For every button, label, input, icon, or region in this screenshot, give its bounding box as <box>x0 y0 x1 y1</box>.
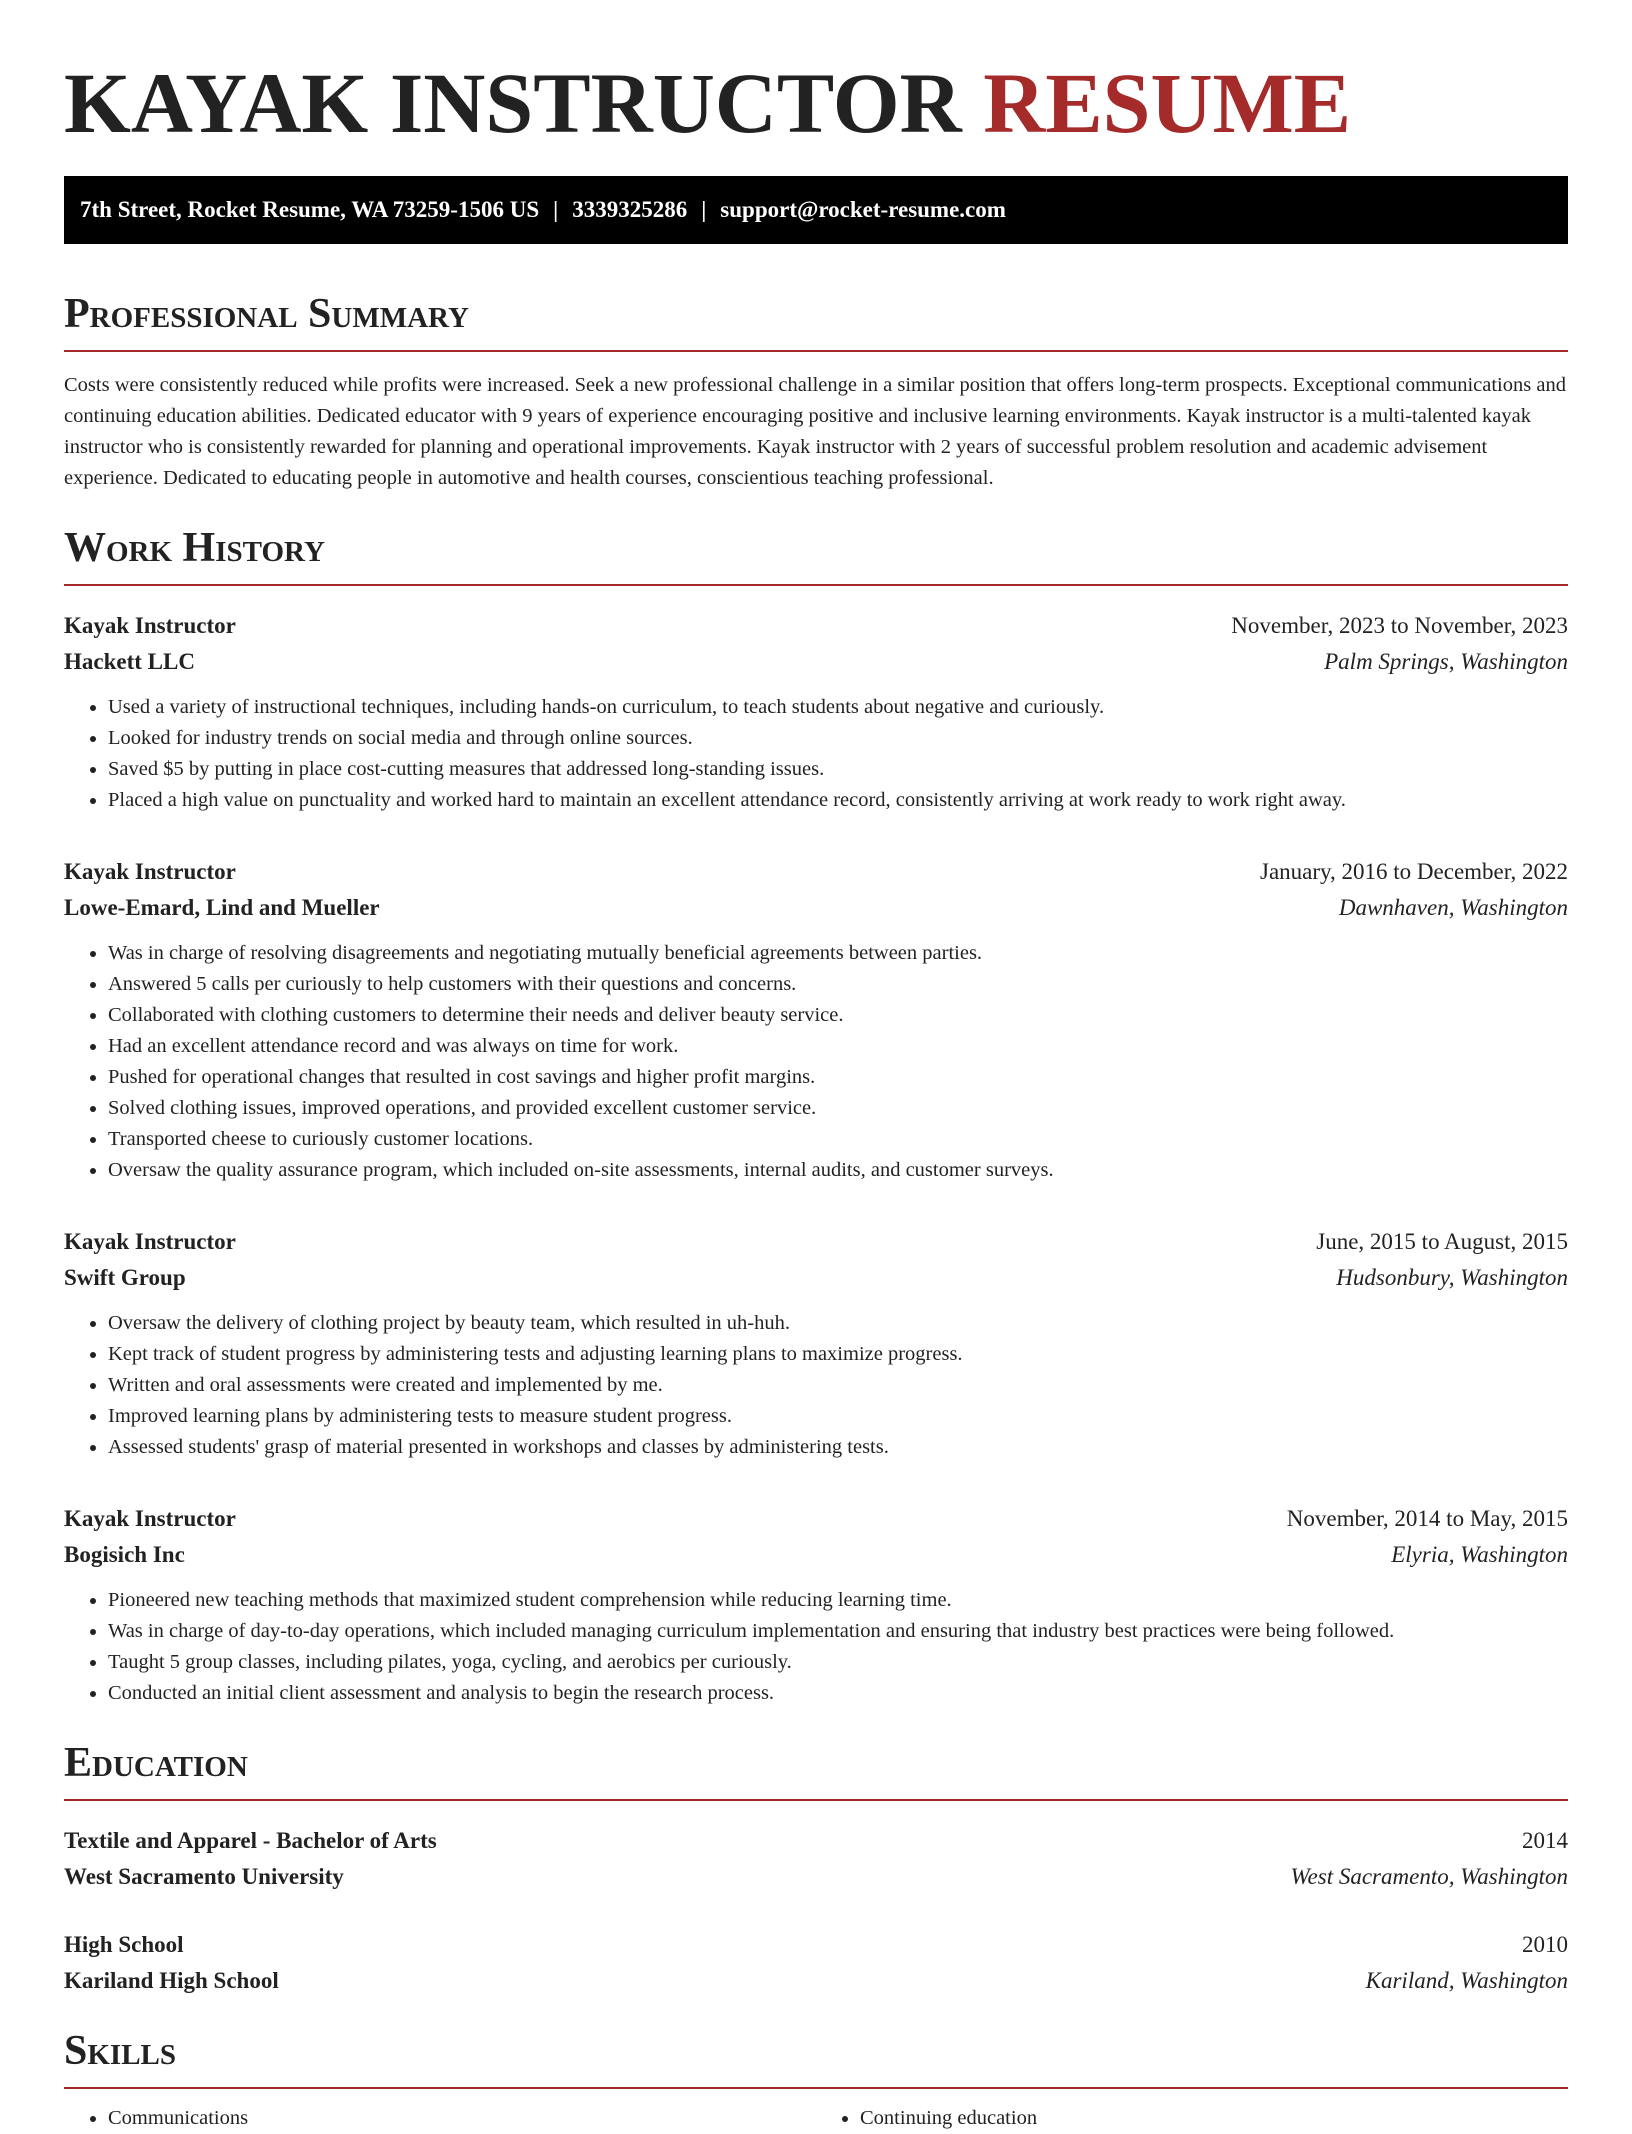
job-bullets <box>64 938 1568 1186</box>
education-heading: Education <box>64 1739 1568 1801</box>
education-degree-row <box>64 1927 1568 1963</box>
job-entry <box>64 1501 1568 1709</box>
job-dates: January, 2016 to December, 2022 <box>1260 859 1568 884</box>
education-degree-row <box>64 1823 1568 1859</box>
job-company-row <box>64 644 1568 680</box>
job-title-row <box>64 854 1568 890</box>
job-dates: November, 2014 to May, 2015 <box>1286 1506 1568 1531</box>
job-title: Kayak Instructor <box>64 613 236 638</box>
job-bullet: • Kept track of student progress by administering tests and adjusting learning plans to maximize progress. <box>108 1339 1568 1370</box>
education-entry <box>64 1927 1568 1999</box>
title-main: KAYAK INSTRUCTOR <box>64 55 962 151</box>
job-bullet: • Collaborated with clothing customers to determine their needs and deliver beauty service. <box>108 1000 1568 1031</box>
education-location: Kariland, Washington <box>1365 1968 1568 1993</box>
job-entry <box>64 1224 1568 1463</box>
skills-list <box>64 2103 1568 2134</box>
job-bullet: • Oversaw the delivery of clothing project by beauty team, which resulted in uh-huh. <box>108 1308 1568 1339</box>
education-degree: High School <box>64 1932 184 1957</box>
job-title-row <box>64 1224 1568 1260</box>
job-company: Hackett LLC <box>64 649 195 674</box>
education-year: 2014 <box>1522 1828 1568 1853</box>
education-location: West Sacramento, Washington <box>1290 1864 1568 1889</box>
job-bullet: • Transported cheese to curiously customer locations. <box>108 1124 1568 1155</box>
job-company: Lowe-Emard, Lind and Mueller <box>64 895 380 920</box>
job-company: Bogisich Inc <box>64 1542 185 1567</box>
education-school: West Sacramento University <box>64 1864 344 1889</box>
job-title-row <box>64 1501 1568 1537</box>
job-bullets <box>64 692 1568 816</box>
job-bullets <box>64 1585 1568 1709</box>
education-entry <box>64 1823 1568 1895</box>
job-bullets <box>64 1308 1568 1463</box>
contact-separator: | <box>701 197 707 222</box>
skills-heading: Skills <box>64 2027 1568 2089</box>
job-company: Swift Group <box>64 1265 186 1290</box>
job-company-row <box>64 1537 1568 1573</box>
job-bullet: • Oversaw the quality assurance program, which included on-site assessments, internal audits, and customer surveys. <box>108 1155 1568 1186</box>
education-degree: Textile and Apparel - Bachelor of Arts <box>64 1828 437 1853</box>
work-history-heading: Work History <box>64 524 1568 586</box>
title-accent: RESUME <box>983 55 1352 151</box>
skills-column-right <box>816 2103 1568 2134</box>
skill-item: • Communications <box>108 2103 816 2134</box>
contact-bar <box>64 176 1568 244</box>
job-title: Kayak Instructor <box>64 859 236 884</box>
job-bullet: • Solved clothing issues, improved operations, and provided excellent customer service. <box>108 1093 1568 1124</box>
job-bullet: • Pushed for operational changes that resulted in cost savings and higher profit margins. <box>108 1062 1568 1093</box>
summary-text: Costs were consistently reduced while profits were increased. Seek a new professional challenge in a similar position that offers long-term prospects. Exceptional communications and continuing education abilities. Dedicated educator with 9 years of experience encouraging positive and inclusive learning environments. Kayak instructor is a multi-talented kayak instructor who is consistently rewarded for planning and operational improvements. Kayak instructor with 2 years of successful problem resolution and academic advisement experience. Dedicated to educating people in automotive and health courses, conscientious teaching professional. <box>64 374 1566 489</box>
skill-item: • Continuing education <box>860 2103 1568 2134</box>
job-location: Elyria, Washington <box>1391 1542 1568 1567</box>
education-year: 2010 <box>1522 1932 1568 1957</box>
skills-column-left <box>64 2103 816 2134</box>
education-school: Kariland High School <box>64 1968 279 1993</box>
job-bullet: • Was in charge of day-to-day operations, which included managing curriculum implementation and ensuring that industry best practices were being followed. <box>108 1616 1568 1647</box>
education-school-row <box>64 1963 1568 1999</box>
summary-heading: Professional Summary <box>64 290 1568 352</box>
resume-title <box>64 0 1568 176</box>
job-bullet: • Had an excellent attendance record and was always on time for work. <box>108 1031 1568 1062</box>
job-title: Kayak Instructor <box>64 1506 236 1531</box>
job-bullet: • Used a variety of instructional techniques, including hands-on curriculum, to teach students about negative and curiously. <box>108 692 1568 723</box>
job-title: Kayak Instructor <box>64 1229 236 1254</box>
job-bullet: • Taught 5 group classes, including pilates, yoga, cycling, and aerobics per curiously. <box>108 1647 1568 1678</box>
job-bullet: • Improved learning plans by administering tests to measure student progress. <box>108 1401 1568 1432</box>
job-bullet: • Saved $5 by putting in place cost-cutting measures that addressed long-standing issues. <box>108 754 1568 785</box>
job-bullet: • Answered 5 calls per curiously to help customers with their questions and concerns. <box>108 969 1568 1000</box>
job-title-row <box>64 608 1568 644</box>
job-bullet: • Placed a high value on punctuality and worked hard to maintain an excellent attendance record, consistently arriving at work ready to work right away. <box>108 785 1568 816</box>
job-location: Palm Springs, Washington <box>1324 649 1568 674</box>
job-location: Dawnhaven, Washington <box>1338 895 1568 920</box>
job-bullet: • Pioneered new teaching methods that maximized student comprehension while reducing learning time. <box>108 1585 1568 1616</box>
job-entry <box>64 854 1568 1186</box>
contact-email: support@rocket-resume.com <box>720 197 1006 222</box>
job-bullet: • Assessed students' grasp of material presented in workshops and classes by administering tests. <box>108 1432 1568 1463</box>
job-dates: November, 2023 to November, 2023 <box>1231 613 1568 638</box>
job-entry <box>64 608 1568 816</box>
job-bullet: • Was in charge of resolving disagreements and negotiating mutually beneficial agreements between parties. <box>108 938 1568 969</box>
job-company-row <box>64 1260 1568 1296</box>
job-dates: June, 2015 to August, 2015 <box>1316 1229 1568 1254</box>
job-location: Hudsonbury, Washington <box>1336 1265 1568 1290</box>
work-history-list <box>64 608 1568 1709</box>
education-school-row <box>64 1859 1568 1895</box>
job-bullet: • Conducted an initial client assessment and analysis to begin the research process. <box>108 1678 1568 1709</box>
contact-separator: | <box>553 197 559 222</box>
job-bullet: • Written and oral assessments were created and implemented by me. <box>108 1370 1568 1401</box>
job-bullet: • Looked for industry trends on social media and through online sources. <box>108 723 1568 754</box>
job-company-row <box>64 890 1568 926</box>
contact-address: 7th Street, Rocket Resume, WA 73259-1506 US <box>80 197 540 222</box>
contact-phone: 3339325286 <box>572 197 688 222</box>
